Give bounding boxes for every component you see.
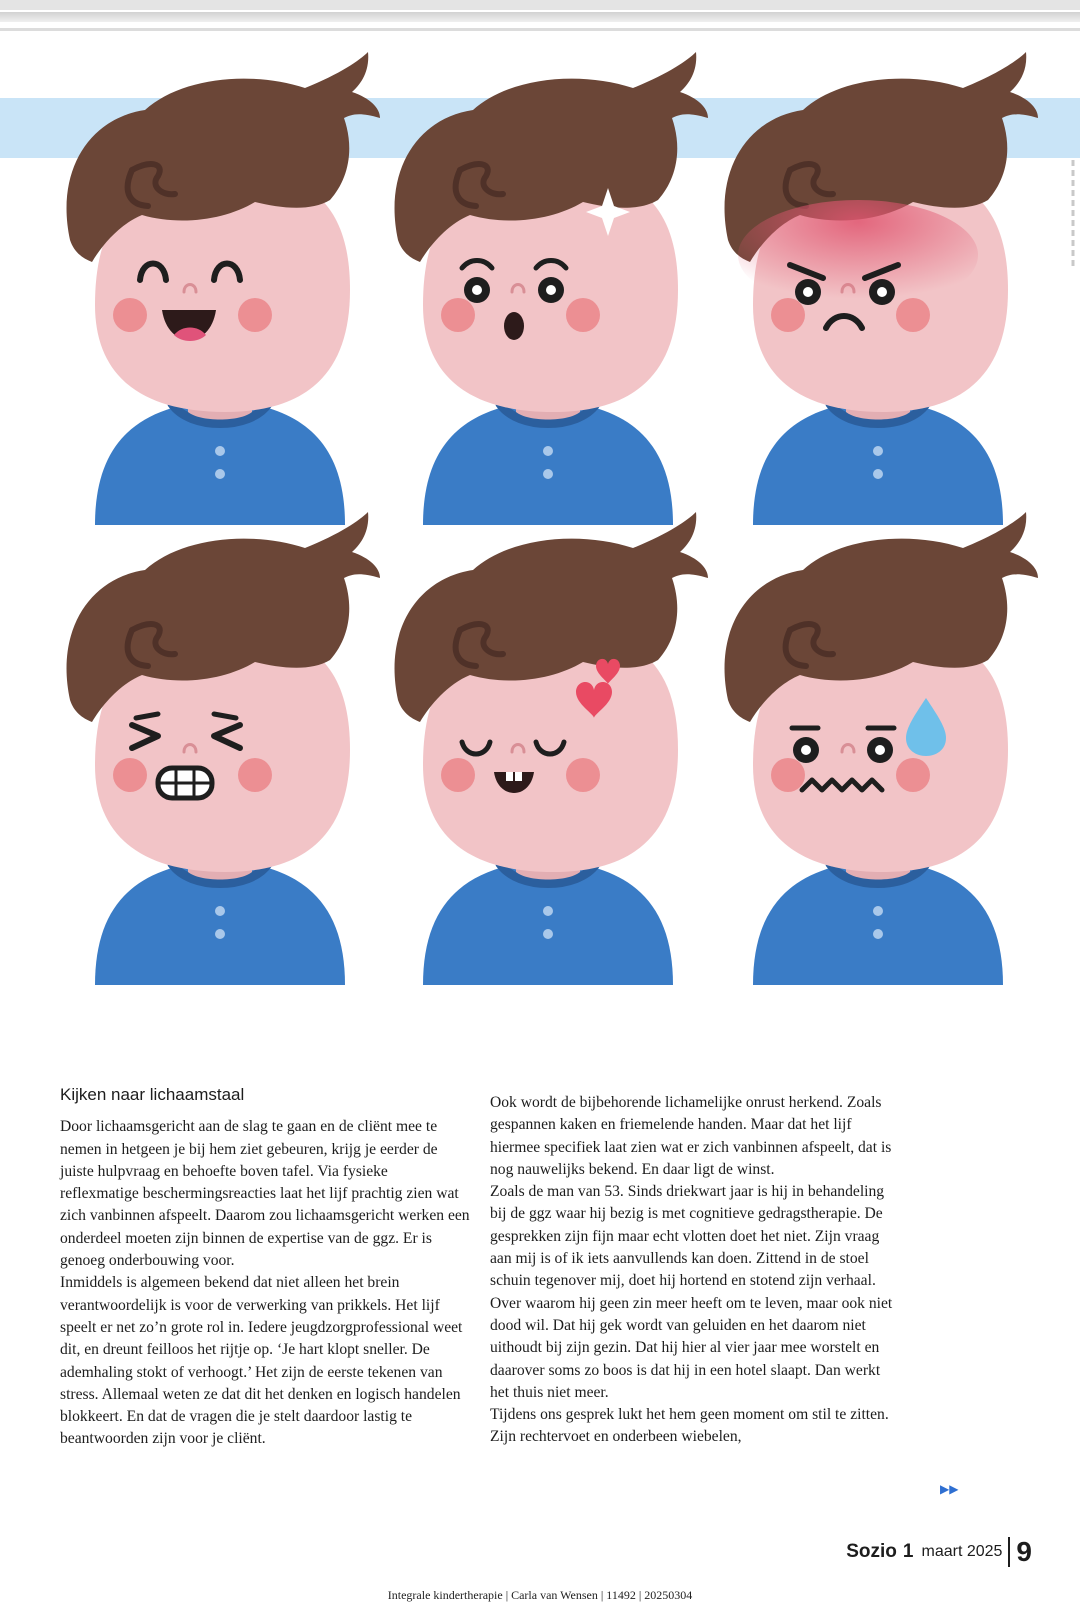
paragraph: Zoals de man van 53. Sinds driekwart jaar is hij in behandeling bij de ggz waar hij bezig is met cognitieve gedragstherapie. De gesprekken zijn fijn maar echt vlotten doet het niet. Zijn vraag aan mij is of ik iets aanvullends kan doen. Zittend in de stoel schuin tegenover mij, doet hij hortend en stotend zijn verhaal. Over waarom hij geen zin meer heeft om te leven, maar ook niet dood wil. Dat hij gek wordt van geluiden en het daarom niet uithoudt bij zijn gezin. Dat hij hier al vier jaar mee worstelt en daarover soms zo boos is dat hij in een hotel slaapt. Dan werkt het thuis niet meer. xyxy=(490,1183,893,1401)
article-column-1 xyxy=(60,1084,470,1451)
page-footer xyxy=(846,1536,1032,1568)
section-heading: Kijken naar lichaamstaal xyxy=(60,1085,245,1104)
page-number: 9 xyxy=(1016,1536,1032,1567)
paragraph: Inmiddels is algemeen bekend dat niet alleen het brein verantwoordelijk is voor de verwerking van prikkels. Het lijf speelt er net zo’n grote rol in. Iedere jeugdzorgprofessional weet dit, en dreunt feilloos het rijtje op. ‘Je hart klopt sneller. De ademhaling stokt of verhoogt.’ Het zijn de eerste tekenen van stress. Allemaal weten ze dat dit het denken en logisch handelen blokkeert. En dat de vragen die je stelt daardoor lastig te beantwoorden zijn voor je cliënt. xyxy=(60,1274,463,1448)
magazine-name: Sozio xyxy=(846,1541,897,1562)
paragraph: Door lichaamsgericht aan de slag te gaan en de cliënt mee te nemen in hetgeen je bij hem ziet gebeuren, krijg je eerder de juiste hulpvraag en behoefte boven tafel. Via fysieke reflexmatige beschermingsreacties laat het lijf prachtig zien wat zich vanbinnen afspeelt. Daarom zou lichaamsgericht werken een onderdeel moeten zijn binnen de expertise van de ggz. Er is genoeg onderbouwing voor. xyxy=(60,1118,470,1270)
article-column-2 xyxy=(490,1092,900,1449)
issue-number: 1 xyxy=(902,1541,914,1562)
footer-divider xyxy=(1008,1537,1010,1567)
issue-date: maart 2025 xyxy=(921,1543,1003,1560)
continue-arrow-icon: ▶▶ xyxy=(940,1482,959,1496)
photo-credit-vertical xyxy=(1068,160,1078,270)
paragraph: Ook wordt de bijbehorende lichamelijke onrust herkend. Zoals gespannen kaken en friemelende handen. Maar dat het lijf hiermee specifiek laat zien wat er zich vanbinnen afspeelt, dat is nog nauwelijks bekend. En daar ligt de winst. xyxy=(490,1094,892,1178)
paragraph: Tijdens ons gesprek lukt het hem geen moment om stil te zitten. Zijn rechtervoet en onderbeen wiebelen, xyxy=(490,1406,889,1446)
imprint-line: Integrale kindertherapie | Carla van Wensen | 11492 | 20250304 xyxy=(387,1588,693,1602)
